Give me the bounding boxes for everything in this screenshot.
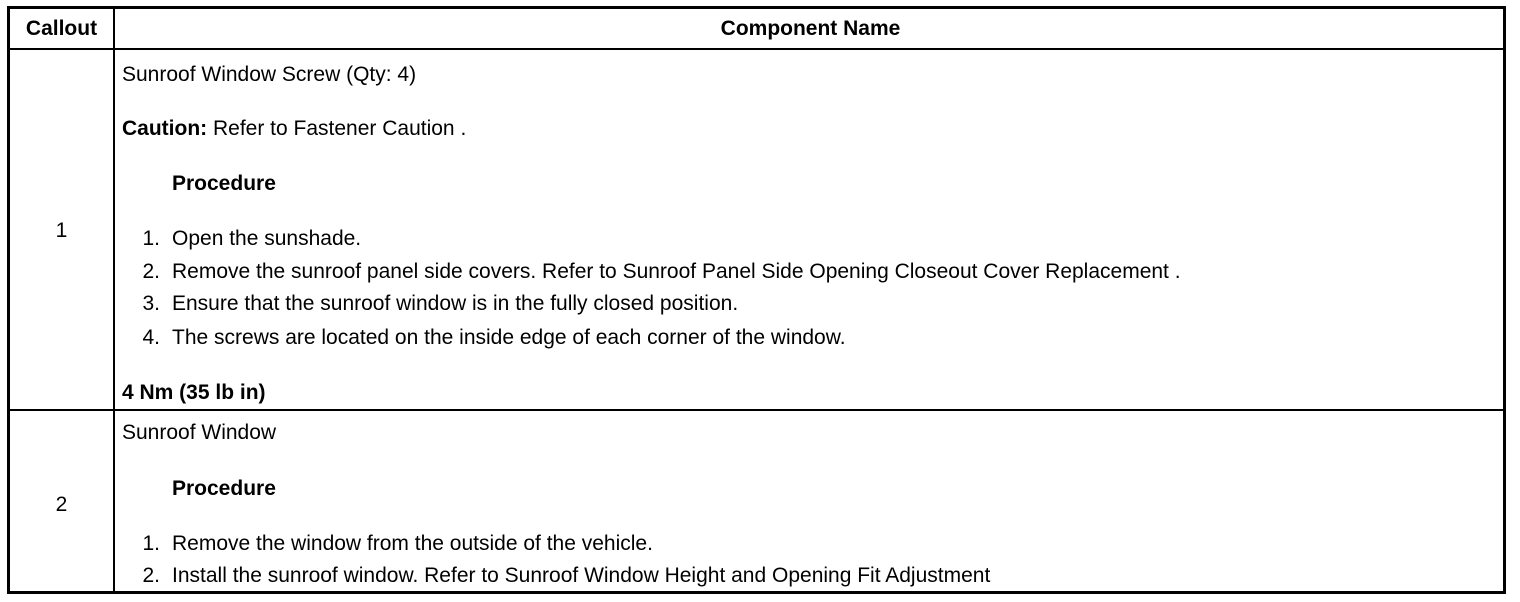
row-1-step: 3. Ensure that the sunroof window is in the fully closed position. [142,292,739,315]
row-1-procedure-heading: Procedure [172,172,276,195]
row-2-callout: 2 [55,493,68,516]
row-2-step: 1. Remove the window from the outside of the vehicle. [142,532,653,555]
header-callout: Callout [25,17,98,40]
row-2-step: 2. Install the sunroof window. Refer to Sunroof Window Height and Opening Fit Adjustment [142,564,991,587]
header-component-name: Component Name [720,17,901,40]
component-table [7,6,1506,594]
row-1-torque-spec: 4 Nm (35 lb in) [122,381,266,404]
row-divider [10,409,1503,411]
header-divider [10,48,1503,50]
row-2-title: Sunroof Window [122,421,277,444]
row-1-caution [122,117,466,141]
row-2-procedure-heading: Procedure [172,477,276,500]
row-1-title: Sunroof Window Screw (Qty: 4) [122,63,417,86]
row-1-callout: 1 [55,219,68,242]
caution-label: Caution: [122,117,208,140]
row-1-step: 1. Open the sunshade. [142,227,362,250]
caution-text: Refer to Fastener Caution . [207,117,467,140]
column-divider [113,9,115,591]
row-1-step: 4. The screws are located on the inside edge of each corner of the window. [142,326,846,349]
row-1-step: 2. Remove the sunroof panel side covers. Refer to Sunroof Panel Side Opening Closeout Cover Replacement . [142,260,1181,283]
